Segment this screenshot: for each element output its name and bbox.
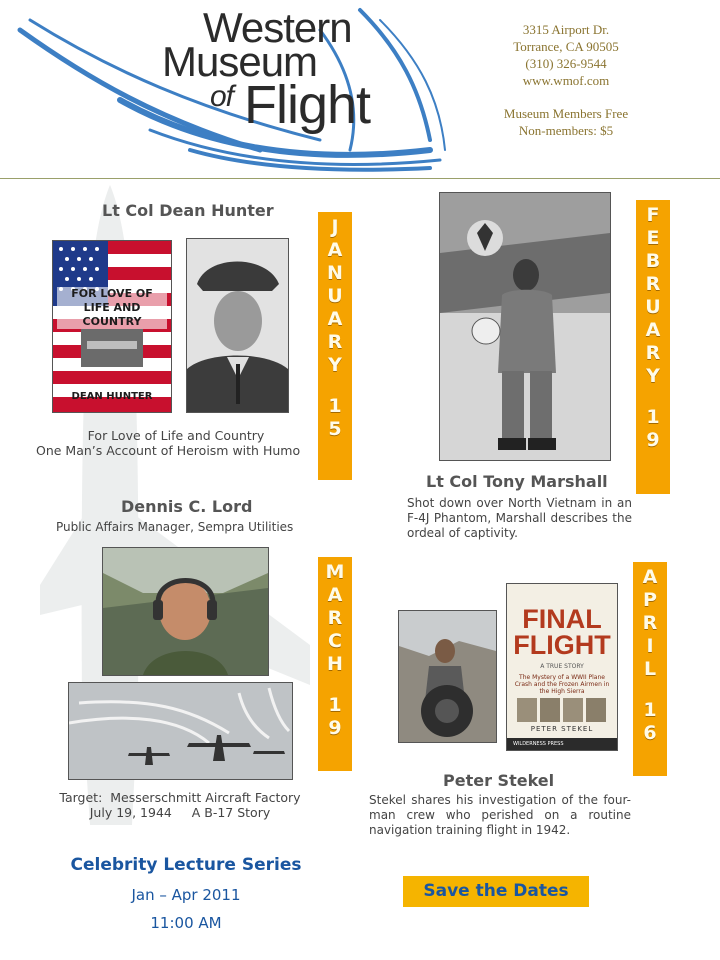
jan-caption (36, 428, 316, 458)
book-cover-title-final: FINAL (522, 604, 602, 634)
speaker-name-peter-stekel: Peter Stekel (443, 771, 555, 790)
book-cover-title-flight: FLIGHT (513, 630, 611, 660)
book-cover-final-flight (506, 583, 618, 751)
book-cover-tagline: A TRUE STORY (540, 663, 584, 670)
mar-caption-line-2: July 19, 1944 A B-17 Story (89, 805, 271, 820)
logo-word-museum: Museum (162, 38, 318, 85)
logo-word-of: of (210, 80, 234, 113)
book-cover-subtitle: The Mystery of a WWII Plane Crash and the Frozen Airmen in the High Sierra (514, 674, 610, 695)
apr-caption: Stekel shares his investigation of the four-man crew who perished on a routine navigation training flight in 1942. (369, 793, 631, 837)
website-link[interactable]: www.wmof.com (522, 73, 610, 88)
speaker-name-tony-marshall: Lt Col Tony Marshall (426, 472, 608, 491)
address-street: 3315 Airport Dr. (522, 22, 610, 37)
jan-caption-line-1: For Love of Life and Country (87, 428, 265, 443)
book-cover-publisher: WILDERNESS PRESS (507, 738, 617, 750)
jan-caption-line-2: One Man’s Account of Heroism with Humo (36, 443, 301, 458)
book-cover-crew-photos (517, 698, 607, 722)
month-banner-march: M A R C H 1 9 (318, 557, 352, 771)
series-title: Celebrity Lecture Series (70, 855, 302, 875)
mar-caption (40, 790, 320, 820)
portrait-dean-hunter (186, 238, 289, 413)
month-banner-january: J A N U A R Y 1 5 (318, 212, 352, 480)
book-cover-author: PETER STEKEL (530, 725, 594, 733)
book-cover-for-love-of-life (52, 240, 172, 413)
book-cover-author: DEAN HUNTER (71, 391, 153, 402)
save-the-dates-button[interactable]: Save the Dates (403, 876, 589, 907)
photo-dennis-lord-cockpit (102, 547, 269, 676)
month-banner-april: A P R I L 1 6 (633, 562, 667, 776)
logo-word-flight: Flight (244, 75, 371, 135)
address-city: Torrance, CA 90505 (513, 39, 619, 54)
series-time: 11:00 AM (150, 914, 222, 932)
mar-caption-line-1: Target: Messerschmitt Aircraft Factory (59, 790, 301, 805)
speaker-title-dennis-lord: Public Affairs Manager, Sempra Utilities (56, 520, 294, 534)
header-divider (0, 178, 720, 179)
feb-caption: Shot down over North Vietnam in an F-4J Phantom, Marshall describes the ordeal of captivity. (407, 496, 632, 540)
photo-tony-marshall-flight-gear (439, 192, 611, 461)
speaker-name-dennis-lord: Dennis C. Lord (121, 497, 253, 516)
month-banner-february: F E B R U A R Y 1 9 (636, 200, 670, 494)
header (0, 0, 720, 180)
phone-number: (310) 326-9544 (525, 56, 607, 71)
logo-word-western: Western (203, 4, 352, 51)
speaker-name-dean-hunter: Lt Col Dean Hunter (102, 201, 274, 220)
nonmembers-price: Non-members: $5 (518, 123, 614, 138)
photo-peter-stekel-wreckage (398, 610, 497, 743)
photo-b17-formation (68, 682, 293, 780)
series-dates: Jan – Apr 2011 (131, 886, 241, 904)
book-cover-title: FOR LOVE OF LIFE AND COUNTRY (57, 287, 167, 329)
members-price: Museum Members Free (503, 106, 629, 121)
